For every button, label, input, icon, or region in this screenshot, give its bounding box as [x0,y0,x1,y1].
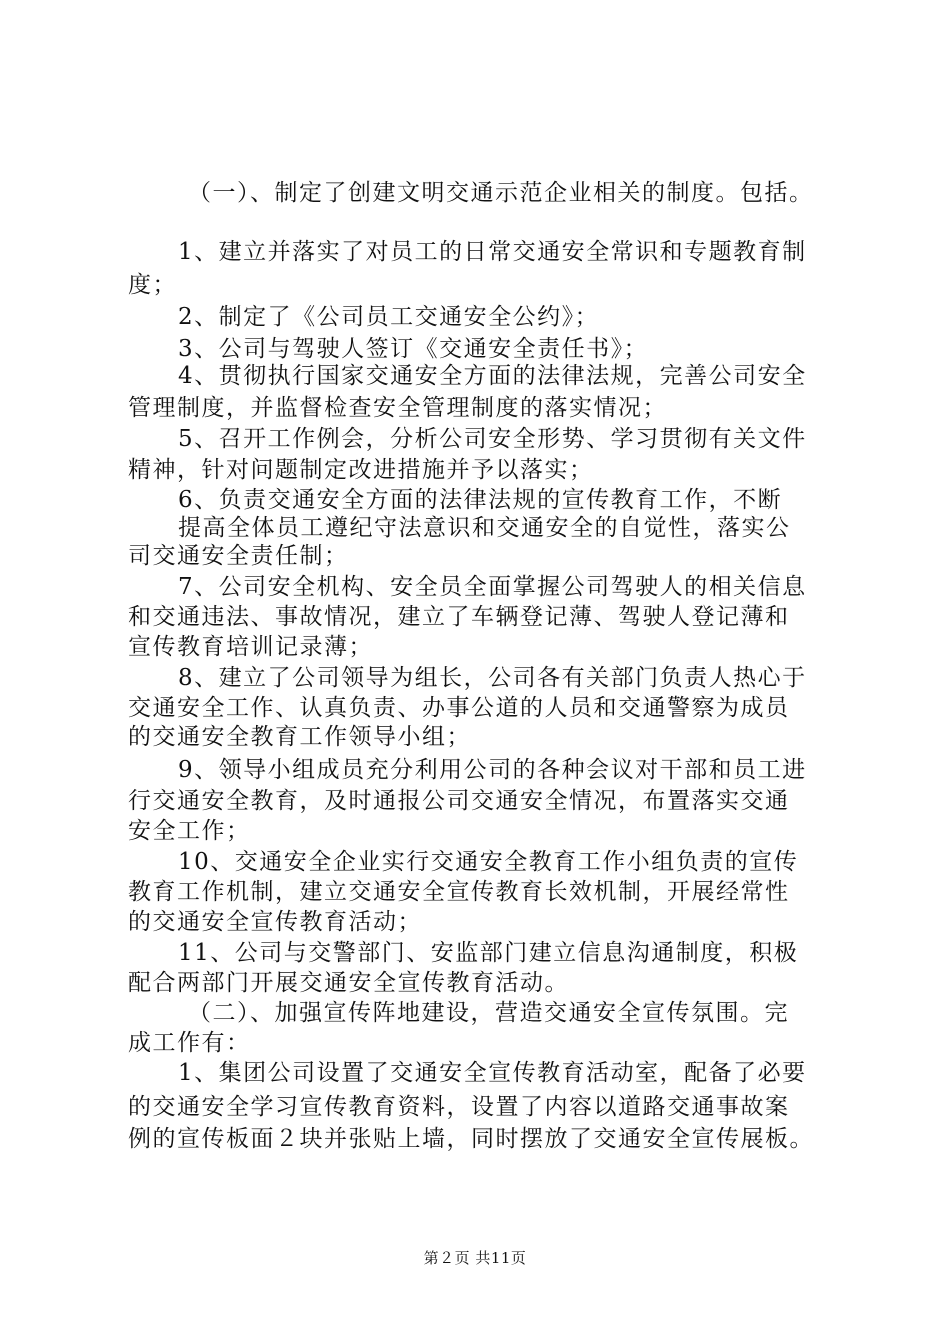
paragraph-line: 的交通安全宣传教育活动； [128,909,422,935]
paragraph-line: 1、集团公司设置了交通安全宣传教育活动室，配备了必要 [178,1060,807,1086]
paragraph-line: 配合两部门开展交通安全宣传教育活动。 [128,970,569,996]
paragraph-line: 安全工作； [128,818,251,844]
section-heading-2: （二）、加强宣传阵地建设，营造交通安全宣传氛围。完 [188,1000,789,1026]
paragraph-line: 提高全体员工遵纪守法意识和交通安全的自觉性，落实公 [178,515,791,541]
paragraph-line: 4、贯彻执行国家交通安全方面的法律法规，完善公司安全 [178,363,807,389]
paragraph-line: 9、领导小组成员充分利用公司的各种会议对干部和员工进 [178,757,807,783]
paragraph-line: 11、公司与交警部门、安监部门建立信息沟通制度，积极 [178,940,799,966]
section-heading-1: （一）、制定了创建文明交通示范企业相关的制度。包括。 [188,180,814,206]
paragraph-line: 8、建立了公司领导为组长，公司各有关部门负责人热心于 [178,665,807,691]
paragraph-line: 例的宣传板面２块并张贴上墙，同时摆放了交通安全宣传展板。 [128,1126,814,1152]
paragraph-line: 的交通安全教育工作领导小组； [128,724,471,750]
paragraph-line: 3、公司与驾驶人签订《交通安全责任书》； [178,336,649,362]
paragraph-line: 7、公司安全机构、安全员全面掌握公司驾驶人的相关信息 [178,574,807,600]
paragraph-line: 行交通安全教育，及时通报公司交通安全情况，布置落实交通 [128,788,790,814]
paragraph-line: 5、召开工作例会，分析公司安全形势、学习贯彻有关文件 [178,426,807,452]
paragraph-line: 6、负责交通安全方面的法律法规的宣传教育工作，不断 [178,487,783,513]
paragraph-line: 管理制度，并监督检查安全管理制度的落实情况； [128,395,667,421]
page-footer: 第２页 共11页 [423,1249,527,1267]
paragraph-line: 1、建立并落实了对员工的日常交通安全常识和专题教育制 [178,239,807,265]
paragraph-line: 的交通安全学习宣传教育资料，设置了内容以道路交通事故案 [128,1094,790,1120]
paragraph-line: 度； [128,272,177,298]
paragraph-line: 司交通安全责任制； [128,543,349,569]
paragraph-line: 2、制定了《公司员工交通安全公约》； [178,304,600,330]
paragraph-line: 教育工作机制，建立交通安全宣传教育长效机制，开展经常性 [128,879,790,905]
paragraph-line: 和交通违法、事故情况，建立了车辆登记薄、驾驶人登记薄和 [128,604,790,630]
paragraph-line: 10、交通安全企业实行交通安全教育工作小组负责的宣传 [178,849,799,875]
paragraph-line: 精神，针对问题制定改进措施并予以落实； [128,457,594,483]
paragraph-line: 交通安全工作、认真负责、办事公道的人员和交通警察为成员 [128,695,790,721]
paragraph-line: 宣传教育培训记录薄； [128,634,373,660]
section-heading-2-cont: 成工作有： [128,1030,251,1056]
